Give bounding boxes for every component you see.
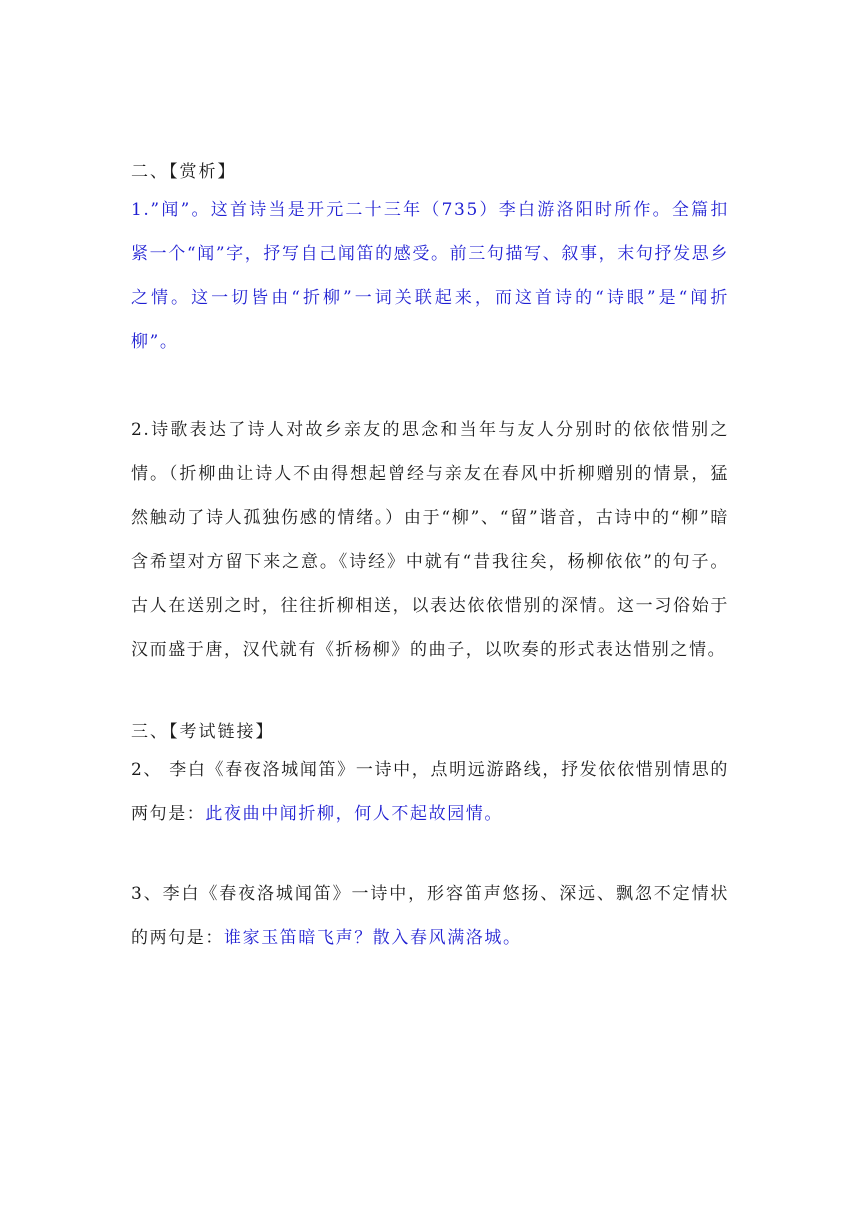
question-3-answer: 谁家玉笛暗飞声？散入春风满洛城。 <box>224 928 522 948</box>
spacer <box>131 364 729 408</box>
spacer <box>131 836 729 872</box>
exam-question-3 <box>131 872 729 960</box>
question-2-answer: 此夜曲中闻折柳，何人不起故园情。 <box>205 804 504 824</box>
question-2-prompt: 2、 李白《春夜洛城闻笛》一诗中，点明远游路线，抒发依依惜别情思的两句是： <box>131 760 729 824</box>
exam-question-2 <box>131 748 729 836</box>
spacer <box>131 672 729 716</box>
question-3-prompt: 3、李白《春夜洛城闻笛》一诗中，形容笛声悠扬、深远、飘忽不定情状的两句是： <box>131 884 729 948</box>
appreciation-paragraph-1: 1.”闻”。这首诗当是开元二十三年（735）李白游洛阳时所作。全篇扣紧一个“闻”字，抒写自己闻笛的感受。前三句描写、叙事，末句抒发思乡之情。这一切皆由“折柳”一词关联起来，而这首诗的“诗眼”是“闻折柳”。 <box>131 200 729 352</box>
document-body <box>131 156 729 960</box>
appreciation-paragraph-2: 2.诗歌表达了诗人对故乡亲友的思念和当年与友人分别时的依依惜别之情。（折柳曲让诗人不由得想起曾经与亲友在春风中折柳赠别的情景，猛然触动了诗人孤独伤感的情绪。）由于“柳”、“留”谐音，古诗中的“柳”暗含希望对方留下来之意。《诗经》中就有“昔我往矣，杨柳依依”的句子。古人在送别之时，往往折柳相送，以表达依依惜别的深情。这一习俗始于汉而盛于唐，汉代就有《折杨柳》的曲子，以吹奏的形式表达惜别之情。 <box>131 420 729 660</box>
section-heading-appreciation: 二、【赏析】 <box>131 162 237 182</box>
section-heading-exam-link: 三、【考试链接】 <box>131 722 275 742</box>
